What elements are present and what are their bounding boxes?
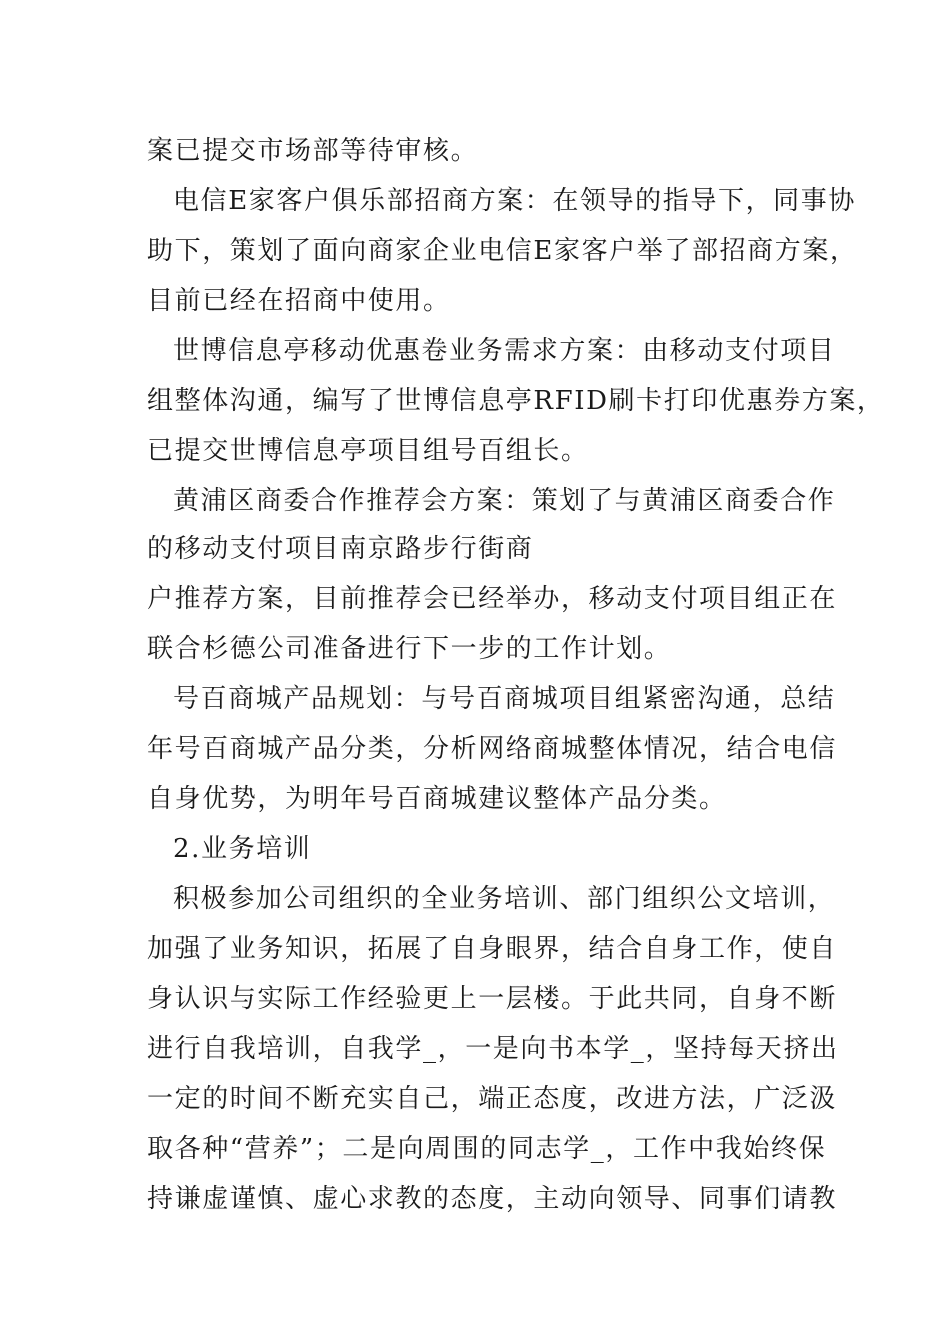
paragraph-start: 黄浦区商委合作推荐会方案：策划了与黄浦区商委合作: [173, 486, 836, 516]
text-line: 身认识与实际工作经验更上一层楼。于此共同，自身不断: [147, 984, 838, 1014]
section-heading: 2.业务培训: [173, 834, 312, 864]
text-line: 的移动支付项目南京路步行街商: [147, 534, 534, 564]
text-line: 自身优势，为明年号百商城建议整体产品分类。: [147, 784, 727, 814]
paragraph-start: 号百商城产品规划：与号百商城项目组紧密沟通，总结: [173, 684, 836, 714]
text-line: 持谦虚谨慎、虚心求教的态度，主动向领导、同事们请教: [147, 1184, 838, 1214]
text-line: 进行自我培训，自我学_，一是向书本学_，坚持每天挤出: [147, 1034, 839, 1064]
text-line: 目前已经在招商中使用。: [147, 286, 451, 316]
text-line: 已提交世博信息亭项目组号百组长。: [147, 436, 589, 466]
text-line: 取各种“营养”；二是向周围的同志学_，工作中我始终保: [147, 1134, 827, 1164]
text-line: 年号百商城产品分类，分析网络商城整体情况，结合电信: [147, 734, 838, 764]
text-line: 案已提交市场部等待审核。: [147, 136, 479, 166]
text-line: 助下，策划了面向商家企业电信E家客户举了部招商方案，: [147, 236, 858, 266]
paragraph-start: 积极参加公司组织的全业务培训、部门组织公文培训，: [173, 884, 836, 914]
text-line: 加强了业务知识，拓展了自身眼界，结合自身工作，使自: [147, 934, 838, 964]
text-line: 联合杉德公司准备进行下一步的工作计划。: [147, 634, 672, 664]
text-line: 户推荐方案，目前推荐会已经举办，移动支付项目组正在: [147, 584, 838, 614]
text-line: 组整体沟通，编写了世博信息亭RFID刷卡打印优惠券方案，: [147, 386, 885, 416]
text-line: 一定的时间不断充实自己，端正态度，改进方法，广泛汲: [147, 1084, 838, 1114]
paragraph-start: 世博信息亭移动优惠卷业务需求方案：由移动支付项目: [173, 336, 836, 366]
paragraph-start: 电信E家客户俱乐部招商方案：在领导的指导下，同事协: [173, 186, 856, 216]
